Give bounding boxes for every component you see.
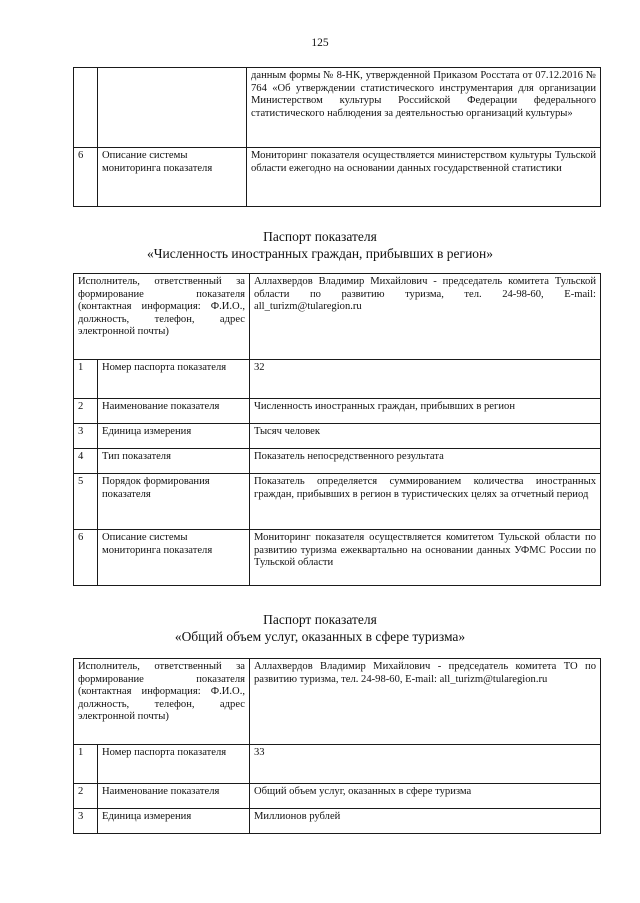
table-row	[74, 659, 601, 745]
table-continued	[73, 67, 601, 207]
row-label: Единица измерения	[98, 809, 250, 834]
row-value: 32	[250, 360, 601, 399]
row-number: 4	[74, 449, 98, 474]
table-row	[74, 745, 601, 784]
table-cell-num	[74, 68, 98, 148]
row-number: 1	[74, 745, 98, 784]
row-value: Миллионов рублей	[250, 809, 601, 834]
table-row	[74, 274, 601, 360]
row-label: Описание системы мониторинга показателя	[98, 148, 247, 207]
table-row	[74, 148, 601, 207]
row-value: Мониторинг показателя осуществляется комитетом Тульской области по развитию туризма ежеквартально на основании данных УФМС России по Тульской области	[250, 530, 601, 586]
table-row	[74, 68, 601, 148]
table-cell-label	[98, 68, 247, 148]
row-number: 5	[74, 474, 98, 530]
row-label: Наименование показателя	[98, 784, 250, 809]
row-number: 1	[74, 360, 98, 399]
executor-value: Аллахвердов Владимир Михайлович - председатель комитета ТО по развитию туризма, тел. 24-98-60, E-mail: all_turizm@tularegion.ru	[250, 659, 601, 745]
row-number: 6	[74, 148, 98, 207]
row-value: Общий объем услуг, оказанных в сфере туризма	[250, 784, 601, 809]
heading-line-1: Паспорт показателя	[263, 612, 377, 627]
page-number: 125	[311, 37, 329, 49]
row-value: Мониторинг показателя осуществляется министерством культуры Тульской области ежегодно на основании данных государственной статистики	[247, 148, 601, 207]
table-row	[74, 399, 601, 424]
row-label: Номер паспорта показателя	[98, 745, 250, 784]
row-number: 6	[74, 530, 98, 586]
table-row	[74, 449, 601, 474]
executor-label: Исполнитель, ответственный за формирование показателя (контактная информация: Ф.И.О., должность, телефон, адрес электронной почты)	[74, 659, 250, 745]
row-label: Тип показателя	[98, 449, 250, 474]
row-value: 33	[250, 745, 601, 784]
heading-line-1: Паспорт показателя	[263, 229, 377, 244]
row-label: Наименование показателя	[98, 399, 250, 424]
table-row	[74, 424, 601, 449]
row-number: 3	[74, 424, 98, 449]
heading-line-2: «Численность иностранных граждан, прибывших в регион»	[146, 246, 494, 261]
row-value: Численность иностранных граждан, прибывших в регион	[250, 399, 601, 424]
table-row	[74, 784, 601, 809]
table-cell-value: данным формы № 8-НК, утвержденной Приказом Росстата от 07.12.2016 № 764 «Об утверждении статистического инструментария для организации Министерством культуры Российской Федерации федерального статистического наблюдения за деятельностью организаций культуры»	[247, 68, 601, 148]
table-row	[74, 360, 601, 399]
passport-table	[73, 658, 601, 834]
row-label: Порядок формирования показателя	[98, 474, 250, 530]
passport-table	[73, 273, 601, 586]
table-row	[74, 474, 601, 530]
row-value: Тысяч человек	[250, 424, 601, 449]
section-heading	[0, 228, 640, 262]
table-row	[74, 530, 601, 586]
table-row	[74, 809, 601, 834]
executor-label: Исполнитель, ответственный за формирование показателя (контактная информация: Ф.И.О., должность, телефон, адрес электронной почты)	[74, 274, 250, 360]
section-heading	[0, 611, 640, 645]
row-label: Номер паспорта показателя	[98, 360, 250, 399]
row-number: 2	[74, 399, 98, 424]
row-label: Единица измерения	[98, 424, 250, 449]
row-value: Показатель определяется суммированием количества иностранных граждан, прибывших в регион в туристических целях за отчетный период	[250, 474, 601, 530]
row-number: 3	[74, 809, 98, 834]
heading-line-2: «Общий объем услуг, оказанных в сфере туризма»	[174, 629, 466, 644]
row-number: 2	[74, 784, 98, 809]
row-value: Показатель непосредственного результата	[250, 449, 601, 474]
executor-value: Аллахвердов Владимир Михайлович - председатель комитета Тульской области по развитию туризма, тел. 24-98-60, E-mail: all_turizm@tularegion.ru	[250, 274, 601, 360]
row-label: Описание системы мониторинга показателя	[98, 530, 250, 586]
